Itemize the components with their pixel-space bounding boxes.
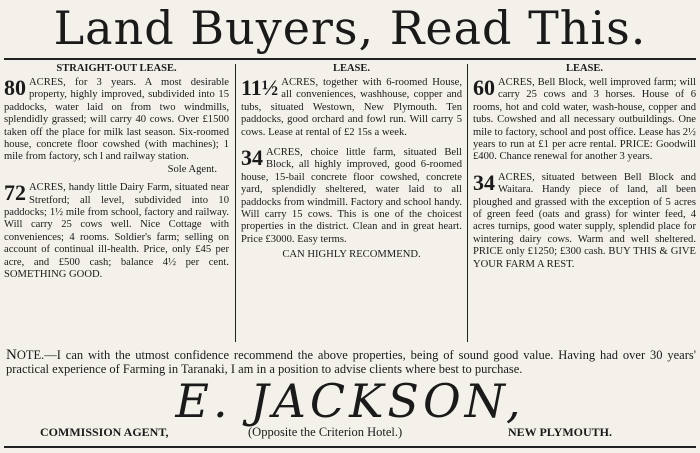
- listing-text: ACRES, together with 6-roomed House, all conveniences, washhouse, copper and tubs, situated Westown, New Plymouth. Ten paddocks, good orchard and fowl run. Will carry 5 cows. Lease at rental of £2 15s a week.: [241, 77, 462, 138]
- acreage-number: 34: [473, 169, 495, 195]
- agent-location: (Opposite the Criterion Hotel.): [248, 425, 403, 439]
- listing: [473, 77, 696, 164]
- top-rule: [4, 58, 696, 60]
- column-lease-middle: [241, 63, 462, 262]
- column-heading: STRAIGHT-OUT LEASE.: [56, 63, 177, 74]
- note-text: OTE.—I can with the utmost confidence recommend the above properties, being of sound good value. Having had over 30 years' practical experience of Farming in Taranaki, I am in a position to advise clients where best to purchase.: [6, 348, 696, 377]
- column-heading: LEASE.: [332, 63, 371, 74]
- page-title: Land Buyers, Read This.: [53, 1, 647, 55]
- agent-note: [6, 348, 696, 377]
- listing: [241, 77, 462, 139]
- listing-text: ACRES, for 3 years. A most desirable property, highly improved, subdivided into 15 paddocks, water laid on from two windmills, splendidly grassed; will carry 40 cows. Over £1500 taken off the place for milk last season. Six-roomed house, concrete floor cowshed (with machines); 1 mile from factory, sch l and railway station.: [4, 77, 229, 163]
- acreage-number: 60: [473, 75, 495, 100]
- agent-town: NEW PLYMOUTH.: [508, 425, 613, 439]
- listing-text: ACRES, situated between Bell Block and Waitara. Handy piece of land, all been ploughed and grassed with the exception of 5 acres of green feed (oats and grass) for winter feed, 4 acres turnips, good water supply, splendid place for wintering dairy cows. Warm and well sheltered. PRICE only £1250; £300 cash. BUY THIS & GIVE YOUR FARM A REST.: [473, 171, 696, 270]
- listing-signoff: Sole Agent.: [167, 163, 217, 175]
- note-initial: N: [6, 347, 17, 363]
- column-divider: [467, 64, 468, 342]
- acreage-number: 11½: [241, 75, 279, 100]
- listing-text: ACRES, choice little farm, situated Bell Block, all highly improved, good 6-roomed house, 15-bail concrete floor cowshed, concrete yard, splendidly sheltered, water laid to all paddocks from windmill. Factory and school handy. Will carry 15 cows. This is one of the choicest properties in the district. Clean and in great heart. Price £3000. Easy terms.: [241, 147, 462, 245]
- acreage-number: 80: [4, 75, 26, 100]
- listing: [4, 77, 229, 164]
- listing: [4, 182, 229, 281]
- acreage-number: 72: [4, 180, 26, 206]
- column-divider: [235, 64, 236, 342]
- listing: [241, 147, 462, 246]
- listing: [473, 169, 696, 271]
- bottom-rule: [4, 446, 696, 448]
- acreage-number: 34: [241, 145, 263, 171]
- listing-text: ACRES, handy little Dairy Farm, situated near Stretford; all level, subdivided into 10 paddocks; 1½ mile from school, factory and railway. Will carry 25 cows well. Nice Cottage with conveniences; 4 rooms. Soldier's farm; selling on account of continual ill-health. Price, only £45 per acre, and £500 cash; balance 4½ per cent. SOMETHING GOOD.: [4, 182, 229, 281]
- column-heading: LEASE.: [565, 63, 604, 74]
- column-straight-out-lease: [4, 63, 229, 282]
- column-lease-right: [473, 63, 696, 271]
- listing-signoff: CAN HIGHLY RECOMMEND.: [282, 249, 421, 261]
- agent-name: E. JACKSON,: [175, 374, 525, 428]
- agent-role: COMMISSION AGENT,: [40, 425, 169, 439]
- listing-text: ACRES, Bell Block, well improved farm; will carry 25 cows and 3 horses. House of 6 rooms, hot and cold water, wash-house, copper and tubs. Cowshed and all necessary outbuildings. One mile to factory, school and post office. Lease has 2½ years to run at £1 per acre rental. PRICE: Goodwill £400. Chance renewal for another 3 years.: [473, 77, 696, 163]
